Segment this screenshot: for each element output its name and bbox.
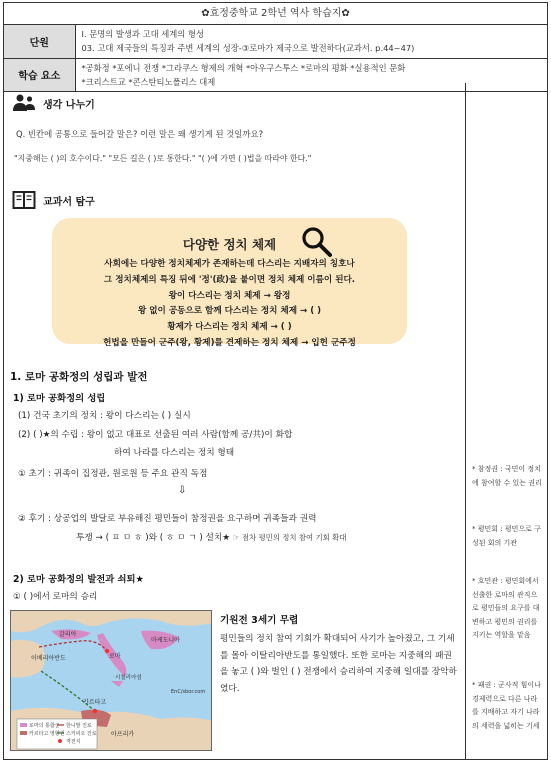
unit-line-2: 03. 고대 제국들의 특징과 주변 세계의 성장-③로마가 제국으로 발전하다(교과서. p.44~47) (81, 43, 415, 54)
main-column (4, 83, 466, 759)
map-legend-battle: 격전지 (66, 739, 81, 745)
map-caption-text: 평민들의 정치 참여 기회가 확대되어 사기가 높아졌고, 그 기세를 몰아 이탈리아반도를 통일했다. 또한 로마는 지중해의 패권을 놓고 ( )와 벌인 ( ) 전쟁에서 승리하여 지중해 일대를 장악하였다. (220, 634, 457, 694)
concept-line-2: 그 정치체제의 특징 뒤에 '정'(政)을 붙이면 정치 체제 이름이 된다. (103, 274, 356, 285)
section-1-line-5: ② 후기 : 상공업의 발달로 부유해진 평민들이 참정권을 요구하며 귀족들과 권력 (18, 514, 317, 524)
think-quote: "지중해는 ( )의 호수이다." "모든 길은 ( )로 통한다." "( )에 가면 ( )법을 따라야 한다." (14, 154, 312, 163)
side-note-2: * 평민회 : 평민으로 구성된 회의 기관 (472, 525, 541, 547)
section-1-line-4: ① 초기 : 귀족이 집정관, 원로원 등 주요 관직 독점 (18, 469, 208, 479)
elements-label: 학습 요소 (4, 58, 75, 91)
unit-value (75, 25, 547, 58)
elements-line-1: *공화정 *포에니 전쟁 *그라쿠스 형제의 개혁 *아우구스투스 *로마의 평화 *실용적인 문화 (81, 62, 406, 73)
worksheet (3, 2, 548, 760)
unit-line-1: Ⅰ. 문명의 발생과 고대 세계의 형성 (81, 29, 204, 40)
section-1-line-1: (1) 건국 초기의 정치 : 왕이 다스리는 ( ) 실시 (18, 411, 191, 421)
down-arrow-icon: ⇩ (178, 485, 187, 496)
section-1-title: 1. 로마 공화정의 성립과 발전 (10, 371, 148, 383)
elements-line-2: *크리스트교 *콘스탄티노폴리스 대제 (81, 76, 216, 87)
concept-line-6: 헌법을 만들어 군주(왕, 황제)를 견제하는 정치 체제 → 입헌 군주정 (103, 337, 356, 348)
section-1-line-2: (2) ( )★의 수립 : 왕이 없고 대표로 선출된 여러 사람(함께 공/共)이 화합 (18, 430, 293, 440)
section-1-line-3: 하여 나라를 다스리는 정치 형태 (114, 448, 235, 458)
info-table (4, 25, 547, 92)
people-icon (12, 93, 36, 113)
worksheet-title: ✿효정중학교 2학년 역사 학습지✿ (4, 3, 547, 25)
concept-line-4: 왕 없이 공동으로 함께 다스리는 정치 체제 → ( ) (137, 306, 322, 317)
map-legend-hannibal: 한니발 진로 (66, 723, 92, 729)
map-credit: EnC/sbor.com (171, 689, 206, 695)
side-notes (466, 83, 547, 759)
map-label-gallia: 갈리아 (59, 631, 77, 638)
map-label-sicily: 시칠리아섬 (115, 675, 142, 681)
side-note-1: * 참정권 : 국민이 정치에 참여할 수 있는 권리 (472, 465, 542, 487)
side-note-3: * 호민관 : 평민회에서 선출한 로마의 관직으로 평민들의 요구를 대변하고 평민의 권리를 지키는 역할을 맡음 (472, 577, 540, 639)
map-caption-title: 기원전 3세기 무렵 (220, 615, 299, 626)
concept-title: 다양한 정치 체제 (182, 237, 277, 252)
concept-line-5: 황제가 다스리는 정치 체제 → ( ) (167, 322, 292, 333)
magnifier-icon (300, 225, 334, 259)
section-1-line-6 (76, 531, 346, 543)
map-image (10, 610, 212, 751)
think-heading (12, 93, 95, 113)
concept-line-3: 왕이 다스리는 정치 체제 → 왕정 (168, 290, 291, 301)
map-label-rome: 로마 (109, 653, 121, 660)
section-1-sub-1: 1) 로마 공화정의 성립 (13, 393, 106, 404)
think-question: Q. 빈칸에 공통으로 들어갈 말은? 이런 말은 왜 생기게 된 것일까요? (16, 129, 264, 139)
section-1-sub-2: 2) 로마 공화정의 발전과 쇠퇴★ (13, 574, 144, 585)
map-legend-scipio: 스키피오 진로 (66, 731, 97, 737)
map-label-africa: 아프리카 (111, 731, 135, 738)
unit-label: 단원 (4, 25, 75, 58)
concept-box (52, 218, 407, 348)
side-note-4: * 패권 : 군사적 힘이나 경제력으로 다른 나라를 지배하고 자기 나라의 세력을 넓히는 기세 (472, 681, 541, 730)
concept-line-1: 사회에는 다양한 정치체제가 존재하는데 다스리는 지배자의 칭호나 (104, 259, 355, 269)
map-label-macedonia: 마케도니아 (151, 637, 180, 644)
section-1-line-6b: ☞ 점차 평민의 정치 참여 기회 확대 (232, 533, 347, 542)
map-label-iberia: 이베리아반도 (31, 655, 66, 662)
think-heading-text: 생각 나누기 (43, 99, 95, 111)
map-label-carthage: 카르타고 (83, 699, 107, 706)
section-1-line-6a: 투쟁 → ( ㅍ ㅁ ㅎ )와 ( ㅎ ㅁ ㄱ ) 설치★ (76, 533, 231, 543)
explore-heading-text: 교과서 탐구 (43, 196, 95, 208)
book-icon (12, 190, 36, 210)
map-legend-roman: 로마의 통합군 (29, 723, 60, 729)
section-1-line-7: ① ( )에서 로마의 승리 (13, 592, 98, 602)
explore-heading (12, 190, 95, 210)
map-legend-carthage: 카르타고 영향권 (29, 731, 65, 737)
